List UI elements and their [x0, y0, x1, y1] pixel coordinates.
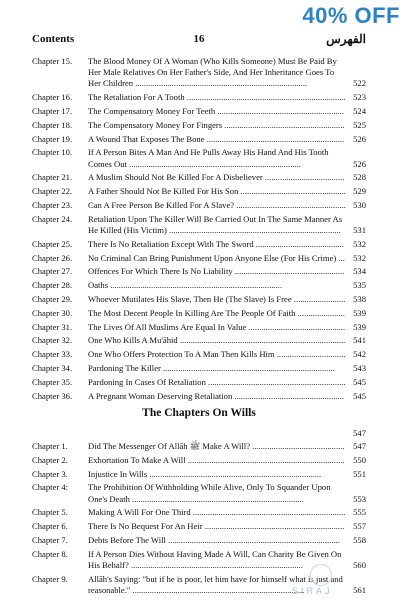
toc-entry: [32, 106, 366, 117]
chapter-number: Chapter 31.: [32, 321, 73, 332]
header-arabic-title: الفهرس: [326, 32, 366, 46]
chapter-number: Chapter 29.: [32, 293, 73, 304]
chapter-number: Chapter 21.: [32, 172, 73, 183]
toc-entry: [32, 120, 366, 131]
chapter-title: A Wound That Exposes The Bone: [88, 133, 205, 144]
leader-dots: ...................................................: [232, 266, 345, 277]
chapter-number: Chapter 16.: [32, 92, 73, 103]
page-number: 539: [353, 307, 366, 318]
toc-entry: [32, 441, 366, 452]
page-number: 560: [353, 559, 366, 570]
chapter-number: Chapter 15.: [32, 56, 73, 66]
page-number: 532: [353, 252, 366, 263]
discount-banner: 40% OFF: [302, 3, 400, 28]
chapter-title: A Muslim Should Not Be Killed For A Disbeliever: [88, 172, 263, 183]
leader-dots: .............................................................................: [177, 335, 346, 346]
toc-entry: [32, 521, 366, 532]
chapter-title: The Retaliation For A Tooth: [88, 92, 185, 103]
chapter-title: Retaliation Upon The Killer Will Be Carried Out In The Same Manner As He Killed (His Victim): [88, 213, 343, 235]
chapter-number: Chapter 3.: [32, 468, 68, 479]
page-number: 547: [353, 441, 366, 451]
chapter-number: Chapter 28.: [32, 280, 73, 291]
chapter-body: [88, 482, 366, 504]
chapter-title: Exhortation To Make A Will: [88, 454, 186, 465]
chapter-title: The Lives Of All Muslims Are Equal In Value: [88, 321, 247, 332]
leader-dots: ................................................................................: [147, 468, 322, 479]
toc-entry: [32, 239, 366, 250]
chapter-number: Chapter 27.: [32, 266, 73, 277]
page-number: 551: [353, 468, 366, 479]
page-number: 543: [353, 362, 366, 373]
chapter-body: [88, 469, 366, 480]
leader-dots: ..........................................................................: [184, 92, 346, 103]
chapter-body: [88, 441, 366, 452]
chapter-body: [88, 455, 366, 466]
chapter-title: Offences For Which There Is No Liability: [88, 266, 233, 277]
chapter-body: [88, 391, 366, 402]
toc-entry: [32, 92, 366, 103]
chapter-title: Can A Free Person Be Killed For A Slave?: [88, 199, 235, 210]
leader-dots: .................................................................: [202, 521, 345, 532]
toc-entry: [32, 322, 366, 333]
page-header: [32, 33, 366, 51]
chapter-title: Pardoning In Cases Of Retaliation: [88, 376, 206, 387]
chapter-number: Chapter 36.: [32, 390, 73, 401]
chapter-title: Whoever Mutilates His Slave, Then He (The Slave) Is Free: [88, 293, 292, 304]
chapter-title: One Who Kills A Mu'āhid: [88, 335, 178, 346]
chapter-body: [88, 106, 366, 117]
siraj-watermark: [150, 560, 406, 600]
page-number: 524: [353, 106, 366, 116]
chapter-body: [88, 507, 366, 518]
chapter-title: A Father Should Not Be Killed For His Son: [88, 186, 239, 197]
chapter-title: No Criminal Can Bring Punishment Upon Anyone Else (For His Crime): [88, 252, 337, 263]
toc-entry: [32, 294, 366, 305]
page-number: 532: [353, 238, 366, 249]
chapter-body: [88, 253, 366, 264]
page-number: 529: [353, 186, 366, 197]
toc-entry: [32, 535, 366, 546]
leader-dots: ................................................................................: [126, 158, 301, 169]
chapter-body: [88, 134, 366, 145]
leader-dots: ...........................................................: [215, 106, 345, 116]
chapter-title: If A Person Bites A Man And He Pulls Away His Hand And His Tooth Comes Out: [88, 147, 329, 169]
page-number: 553: [353, 493, 366, 504]
chapter-number: Chapter 7.: [32, 534, 68, 545]
chapter-number: Chapter 30.: [32, 307, 73, 318]
chapter-number: Chapter 23.: [32, 199, 73, 210]
page-number: 530: [353, 199, 366, 210]
chapter-body: [88, 335, 366, 346]
leader-dots: .........................................: [253, 238, 344, 249]
chapter-body: [88, 56, 366, 90]
leader-dots: ................................................................: [205, 376, 346, 387]
leader-dots: ...: [336, 252, 345, 263]
chapter-number: Chapter 10.: [32, 147, 73, 158]
toc-entry: [32, 200, 366, 211]
page-number: 526: [353, 158, 366, 169]
chapter-number: Chapter 33.: [32, 349, 73, 360]
chapter-body: [88, 363, 366, 374]
leader-dots: ................................................................................: [165, 534, 340, 545]
toc-entry: [32, 186, 366, 197]
toc-entry: [32, 482, 366, 504]
chapter-title: The Prohibition Of Withholding While Alive, Only To Squander Upon One's Death: [88, 482, 331, 504]
chapter-title: If A Person Dies Without Having Made A Will, Can Charity Be Given On His Behalf?: [88, 548, 342, 570]
chapter-title: Oaths: [88, 280, 109, 291]
chapter-body: [88, 214, 366, 236]
leader-dots: .............................................: [246, 321, 346, 332]
chapter-title: The Compensatory Money For Fingers: [88, 119, 223, 130]
page-number: 545: [353, 390, 366, 401]
leader-dots: ................................................................................: [108, 280, 283, 291]
page-number: 535: [353, 280, 366, 291]
page-number: 522: [353, 78, 366, 89]
toc-entry: [32, 56, 366, 90]
header-page-number: 16: [193, 33, 205, 45]
chapter-body: [88, 120, 366, 131]
chapter-title: Did The Messenger Of Allāh ﷺ Make A Will?: [88, 441, 251, 451]
chapter-body: [88, 239, 366, 250]
page-number: 526: [353, 133, 366, 144]
toc-entry: [32, 469, 366, 480]
toc-section-retaliation: [32, 56, 366, 404]
toc-entry: [32, 308, 366, 319]
chapter-title: Debts Before The Will: [88, 534, 166, 545]
chapter-title: Injustice In Wills: [88, 468, 148, 479]
chapter-number: Chapter 24.: [32, 213, 73, 224]
chapter-title: There Is No Bequest For An Heir: [88, 521, 203, 532]
chapter-number: Chapter 9.: [32, 573, 68, 584]
leader-dots: ................................................................................: [128, 559, 303, 570]
leader-dots: ................................................................: [204, 133, 345, 144]
chapter-number: Chapter 17.: [32, 106, 73, 116]
chapter-body: [88, 322, 366, 333]
chapter-number: Chapter 35.: [32, 376, 73, 387]
toc-entry: [32, 147, 366, 169]
toc-entry: [32, 377, 366, 388]
leader-dots: ...................................................: [232, 390, 344, 401]
toc-entry: [32, 280, 366, 291]
leader-dots: ........................................................: [222, 119, 345, 130]
chapter-number: Chapter 32.: [32, 335, 73, 346]
toc-entry: [32, 363, 366, 374]
page-number: 561: [353, 584, 366, 595]
chapter-body: [88, 521, 366, 532]
page-number: 557: [353, 521, 366, 532]
chapter-body: [88, 200, 366, 211]
toc-entry: [32, 172, 366, 183]
toc-entry: [32, 214, 366, 236]
leader-dots: ...........................................: [250, 441, 345, 451]
chapter-number: Chapter 34.: [32, 362, 73, 373]
leader-dots: ...................................................: [234, 199, 346, 210]
toc-entry: [32, 391, 366, 402]
chapter-title: The Blood Money Of A Woman (Who Kills Someone) Must Be Paid By Her Male Relatives On Her Father's Side, And Her Inheritance Goes To Her Children: [88, 56, 337, 89]
section-title-wills: The Chapters On Wills: [142, 407, 256, 419]
leader-dots: ................................: [274, 349, 346, 360]
chapter-number: Chapter 18.: [32, 119, 73, 130]
leader-dots: ......................: [295, 307, 345, 318]
watermark-emblem-icon: [310, 564, 332, 586]
page-number: 523: [353, 92, 366, 103]
chapter-title: There Is No Retaliation Except With The Sword: [88, 238, 254, 249]
chapter-number: Chapter 26.: [32, 252, 73, 263]
toc-entry: [32, 253, 366, 264]
leader-dots: ................................................................................: [160, 362, 335, 373]
toc-entry: [32, 507, 366, 518]
chapter-number: Chapter 8.: [32, 548, 68, 559]
chapter-body: [88, 280, 366, 291]
leader-dots: .......................................................................: [190, 507, 346, 518]
page-number: 531: [353, 224, 366, 235]
chapter-body: [88, 147, 366, 169]
chapter-number: Chapter 1.: [32, 441, 68, 451]
page-number: 528: [353, 172, 366, 183]
page-number: 534: [353, 266, 366, 277]
page-number: 545: [353, 376, 366, 387]
page-number: 525: [353, 119, 366, 130]
page-number: 558: [353, 534, 366, 545]
chapter-body: [88, 535, 366, 546]
chapter-body: [88, 377, 366, 388]
page-number: 541: [353, 335, 366, 346]
leader-dots: ................................................................................: [166, 224, 341, 235]
toc-entry: [32, 266, 366, 277]
chapter-body: [88, 172, 366, 183]
page-number: 538: [353, 293, 366, 304]
chapter-number: Chapter 6.: [32, 521, 68, 532]
toc-entry: [32, 349, 366, 360]
chapter-title: Making A Will For One Third: [88, 507, 191, 518]
toc-entry: [32, 134, 366, 145]
chapter-title: The Compensatory Money For Teeth: [88, 106, 216, 116]
toc-entry: [32, 455, 366, 466]
chapter-title: Pardoning The Killer: [88, 362, 161, 373]
page-number: 542: [353, 349, 366, 360]
section-page-number: 547: [353, 428, 366, 438]
chapter-body: [88, 349, 366, 360]
leader-dots: .................................................: [238, 186, 346, 197]
page-number: 539: [353, 321, 366, 332]
page-number: 550: [353, 454, 366, 465]
chapter-number: Chapter 2.: [32, 454, 68, 465]
chapter-body: [88, 308, 366, 319]
chapter-number: Chapter 22.: [32, 186, 73, 197]
leader-dots: ................................................................................: [133, 78, 308, 89]
chapter-body: [88, 186, 366, 197]
leader-dots: .........................................................................: [185, 454, 345, 465]
leader-dots: ................................................................................: [129, 493, 304, 504]
chapter-body: [88, 266, 366, 277]
chapter-body: [88, 294, 366, 305]
leader-dots: .....................................: [262, 172, 345, 183]
chapter-title: One Who Offers Protection To A Man Then Kills Him: [88, 349, 275, 360]
chapter-title: Allāh's Saying: "but if he is poor, let him have for himself what is just and reasonable.": [88, 573, 343, 595]
leader-dots: ................................................................................: [130, 584, 305, 595]
chapter-title: A Pregnant Woman Deserving Retaliation: [88, 390, 233, 401]
watermark-text: SIRAJ: [292, 586, 333, 596]
page-number: 555: [353, 507, 366, 518]
chapter-title: The Most Decent People In Killing Are The People Of Faith: [88, 307, 296, 318]
leader-dots: ........................: [291, 293, 346, 304]
toc-entry: [32, 335, 366, 346]
chapter-number: Chapter 25.: [32, 238, 73, 249]
chapter-number: Chapter 4:: [32, 482, 69, 493]
chapter-body: [88, 92, 366, 103]
chapter-number: Chapter 5.: [32, 507, 68, 518]
chapter-number: Chapter 19.: [32, 133, 73, 144]
header-contents: Contents: [32, 33, 75, 45]
